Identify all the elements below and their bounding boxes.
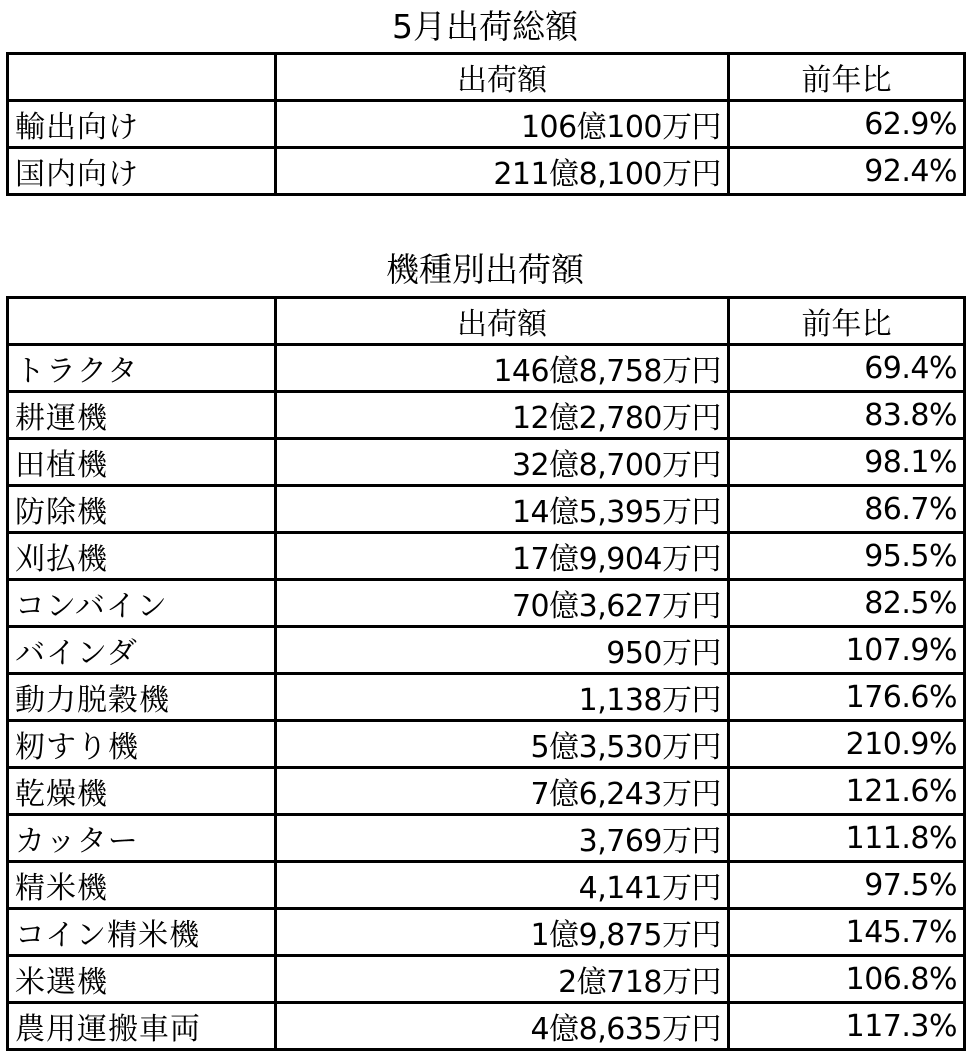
by-type-header-blank (8, 298, 276, 345)
row-ratio: 106.8% (729, 956, 965, 1003)
row-amount: 14億5,395万円 (276, 486, 729, 533)
row-label: 田植機 (8, 439, 276, 486)
table-row (8, 627, 965, 674)
table-row (8, 909, 965, 956)
table-row (8, 486, 965, 533)
row-amount: 1億9,875万円 (276, 909, 729, 956)
row-amount: 12億2,780万円 (276, 392, 729, 439)
row-label: カッター (8, 815, 276, 862)
summary-header-amount: 出荷額 (276, 54, 729, 101)
summary-header-blank (8, 54, 276, 101)
table-row (8, 101, 965, 148)
row-label: 精米機 (8, 862, 276, 909)
row-ratio: 92.4% (729, 148, 965, 195)
row-amount: 32億8,700万円 (276, 439, 729, 486)
row-label: 防除機 (8, 486, 276, 533)
table-row (8, 721, 965, 768)
row-label: 輸出向け (8, 101, 276, 148)
row-ratio: 69.4% (729, 345, 965, 392)
by-type-title: 機種別出荷額 (386, 250, 584, 289)
row-amount: 70億3,627万円 (276, 580, 729, 627)
row-label: コンバイン (8, 580, 276, 627)
row-label: 国内向け (8, 148, 276, 195)
summary-header-row (8, 54, 965, 101)
row-ratio: 97.5% (729, 862, 965, 909)
row-label: 耕運機 (8, 392, 276, 439)
row-amount: 2億718万円 (276, 956, 729, 1003)
row-ratio: 111.8% (729, 815, 965, 862)
row-ratio: 145.7% (729, 909, 965, 956)
row-ratio: 98.1% (729, 439, 965, 486)
table-row (8, 862, 965, 909)
row-amount: 106億100万円 (276, 101, 729, 148)
row-label: 刈払機 (8, 533, 276, 580)
row-amount: 950万円 (276, 627, 729, 674)
table-row (8, 815, 965, 862)
row-label: 動力脱穀機 (8, 674, 276, 721)
row-amount: 7億6,243万円 (276, 768, 729, 815)
by-type-table (6, 296, 966, 1051)
row-ratio: 176.6% (729, 674, 965, 721)
row-amount: 1,138万円 (276, 674, 729, 721)
summary-table (6, 52, 966, 196)
row-ratio: 210.9% (729, 721, 965, 768)
row-ratio: 62.9% (729, 101, 965, 148)
table-row (8, 439, 965, 486)
row-label: バインダ (8, 627, 276, 674)
row-amount: 4,141万円 (276, 862, 729, 909)
row-label: 籾すり機 (8, 721, 276, 768)
table-row (8, 148, 965, 195)
row-amount: 211億8,100万円 (276, 148, 729, 195)
table-row (8, 345, 965, 392)
by-type-header-row (8, 298, 965, 345)
by-type-header-ratio: 前年比 (729, 298, 965, 345)
table-row (8, 392, 965, 439)
row-label: 乾燥機 (8, 768, 276, 815)
row-ratio: 107.9% (729, 627, 965, 674)
table-row (8, 1003, 965, 1050)
row-amount: 3,769万円 (276, 815, 729, 862)
row-amount: 5億3,530万円 (276, 721, 729, 768)
summary-header-ratio: 前年比 (729, 54, 965, 101)
row-label: コイン精米機 (8, 909, 276, 956)
table-row (8, 956, 965, 1003)
table-row (8, 580, 965, 627)
summary-title: 5月出荷総額 (392, 7, 578, 46)
row-amount: 4億8,635万円 (276, 1003, 729, 1050)
table-row (8, 533, 965, 580)
row-ratio: 121.6% (729, 768, 965, 815)
row-ratio: 117.3% (729, 1003, 965, 1050)
row-label: 米選機 (8, 956, 276, 1003)
by-type-header-amount: 出荷額 (276, 298, 729, 345)
row-amount: 146億8,758万円 (276, 345, 729, 392)
row-ratio: 86.7% (729, 486, 965, 533)
row-label: 農用運搬車両 (8, 1003, 276, 1050)
row-ratio: 95.5% (729, 533, 965, 580)
row-ratio: 82.5% (729, 580, 965, 627)
row-ratio: 83.8% (729, 392, 965, 439)
row-amount: 17億9,904万円 (276, 533, 729, 580)
table-row (8, 768, 965, 815)
row-label: トラクタ (8, 345, 276, 392)
table-row (8, 674, 965, 721)
